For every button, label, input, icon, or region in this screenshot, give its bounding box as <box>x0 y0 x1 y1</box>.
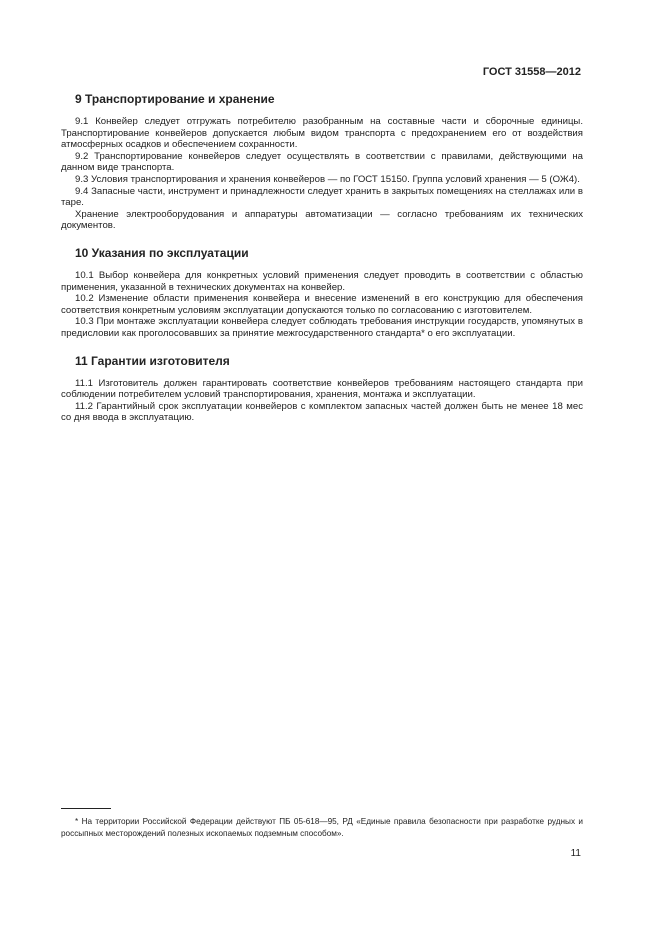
paragraph: 10.2 Изменение области применения конвейера и внесение изменений в его конструкцию для обеспечения соответствия конкретным условиям эксплуатации допускаются только по согласованию с изготовителем. <box>61 293 583 316</box>
paragraph: 10.1 Выбор конвейера для конкретных условий применения следует проводить в соответствии с областью применения, указанной в технических документах на конвейер. <box>61 269 583 293</box>
paragraph: 9.1 Конвейер следует отгружать потребителю разобранным на составные части и сборочные единицы. Транспортирование конвейеров допускается любым видом транспорта с предохранением его от воздействия атмосферных осадков и обеспечением сохранности. <box>61 116 583 151</box>
section-transport-storage <box>61 92 583 232</box>
document-body <box>61 92 583 438</box>
paragraph: 9.4 Запасные части, инструмент и принадлежности следует хранить в закрытых помещениях на стеллажах или в таре. <box>61 185 583 209</box>
section-warranty <box>61 354 583 424</box>
section-title: 10 Указания по эксплуатации <box>75 245 249 260</box>
section-title: 9 Транспортирование и хранение <box>75 92 275 106</box>
paragraph: 10.3 При монтаже эксплуатации конвейера следует соблюдать требования инструкции государств, упомянутых в предисловии как проголосовавших за принятие межгосударственного стандарта* о его эксплуатации. <box>61 316 583 339</box>
page-number: 11 <box>570 848 581 859</box>
section-operation <box>61 246 583 340</box>
footnote: * На территории Российской Федерации действуют ПБ 05-618—95, РД «Единые правила безопасности при разработке рудных и россыпных месторождений полезных ископаемых подземным способом». <box>61 817 583 838</box>
paragraph: 11.1 Изготовитель должен гарантировать соответствие конвейеров требованиям настоящего стандарта при соблюдении потребителем условий транспортирования, хранения, монтажа и эксплуатации. <box>61 377 583 401</box>
footnote-divider <box>61 808 111 809</box>
paragraph: 9.2 Транспортирование конвейеров следует осуществлять в соответствии с правилами, действующими на данном виде транспорта. <box>61 150 583 174</box>
document-code: ГОСТ 31558—2012 <box>482 66 581 78</box>
paragraph: 11.2 Гарантийный срок эксплуатации конвейеров с комплектом запасных частей должен быть не менее 18 мес со дня ввода в эксплуатацию. <box>61 400 583 424</box>
section-title: 11 Гарантии изготовителя <box>75 353 230 368</box>
paragraph: 9.3 Условия транспортирования и хранения конвейеров — по ГОСТ 15150. Группа условий хранения — 5 (ОЖ4). <box>75 173 580 185</box>
paragraph: Хранение электрооборудования и аппаратуры автоматизации — согласно требованиям их технических документов. <box>61 208 583 232</box>
